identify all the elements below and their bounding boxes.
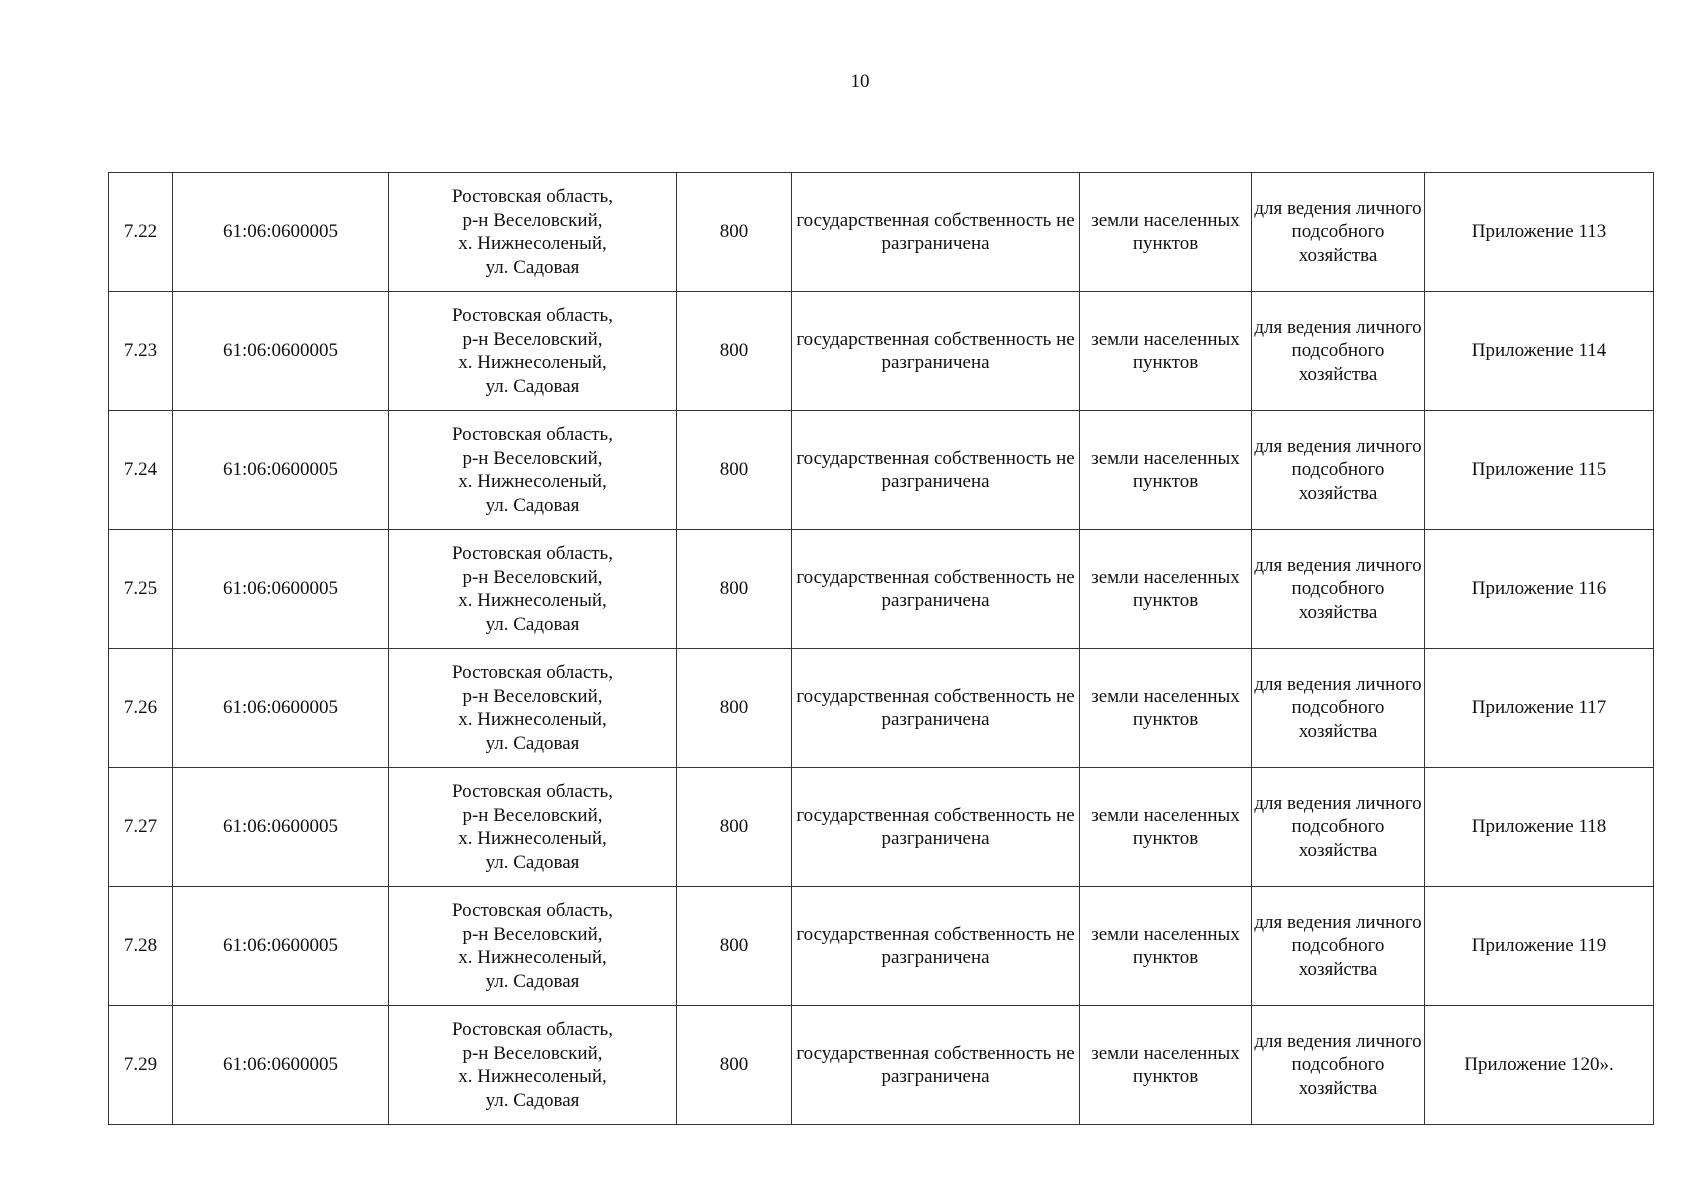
table-row: [109, 530, 1654, 649]
area-cell: 800: [677, 292, 792, 411]
address-line: х. Нижнесоленый,: [458, 233, 607, 254]
table-row: [109, 292, 1654, 411]
permitted-use-cell: для ведения личного подсобного хозяйства: [1252, 292, 1425, 411]
table-row: [109, 649, 1654, 768]
address-cell: [389, 530, 677, 649]
land-plots-table: [108, 172, 1654, 1125]
land-category-cell: земли населенных пунктов: [1080, 411, 1252, 530]
page-number: 10: [850, 71, 870, 92]
row-number-cell: 7.25: [109, 530, 173, 649]
appendix-cell: Приложение 120».: [1425, 1006, 1654, 1125]
ownership-cell: государственная собственность не разграничена: [792, 887, 1080, 1006]
cadastral-number-cell: 61:06:0600005: [173, 530, 389, 649]
ownership-cell: государственная собственность не разграничена: [792, 173, 1080, 292]
permitted-use-cell: для ведения личного подсобного хозяйства: [1252, 768, 1425, 887]
appendix-cell: Приложение 114: [1425, 292, 1654, 411]
appendix-cell: Приложение 117: [1425, 649, 1654, 768]
cadastral-number-cell: 61:06:0600005: [173, 649, 389, 768]
permitted-use-cell: для ведения личного подсобного хозяйства: [1252, 887, 1425, 1006]
area-cell: 800: [677, 1006, 792, 1125]
address-line: х. Нижнесоленый,: [458, 947, 607, 968]
address-line: х. Нижнесоленый,: [458, 352, 607, 373]
permitted-use-cell: для ведения личного подсобного хозяйства: [1252, 530, 1425, 649]
address-line: р-н Веселовский,: [462, 1042, 603, 1064]
table-row: [109, 1006, 1654, 1125]
ownership-cell: государственная собственность не разграничена: [792, 768, 1080, 887]
land-category-cell: земли населенных пунктов: [1080, 173, 1252, 292]
cadastral-number-cell: 61:06:0600005: [173, 887, 389, 1006]
appendix-cell: Приложение 116: [1425, 530, 1654, 649]
land-category-cell: земли населенных пунктов: [1080, 1006, 1252, 1125]
address-line: ул. Садовая: [485, 732, 580, 754]
address-line: р-н Веселовский,: [462, 923, 603, 945]
row-number-cell: 7.29: [109, 1006, 173, 1125]
cadastral-number-cell: 61:06:0600005: [173, 1006, 389, 1125]
area-cell: 800: [677, 649, 792, 768]
row-number-cell: 7.24: [109, 411, 173, 530]
address-cell: [389, 1006, 677, 1125]
address-cell: [389, 292, 677, 411]
address-line: Ростовская область,: [452, 781, 613, 802]
row-number-cell: 7.23: [109, 292, 173, 411]
permitted-use-cell: для ведения личного подсобного хозяйства: [1252, 173, 1425, 292]
address-line: х. Нижнесоленый,: [458, 590, 607, 611]
address-cell: [389, 887, 677, 1006]
address-line: х. Нижнесоленый,: [458, 471, 607, 492]
address-line: ул. Садовая: [485, 375, 580, 397]
cadastral-number-cell: 61:06:0600005: [173, 411, 389, 530]
ownership-cell: государственная собственность не разграничена: [792, 1006, 1080, 1125]
area-cell: 800: [677, 887, 792, 1006]
area-cell: 800: [677, 411, 792, 530]
address-line: Ростовская область,: [452, 1019, 613, 1040]
area-cell: 800: [677, 530, 792, 649]
address-line: ул. Садовая: [485, 494, 580, 516]
land-category-cell: земли населенных пунктов: [1080, 768, 1252, 887]
land-category-cell: земли населенных пунктов: [1080, 887, 1252, 1006]
ownership-cell: государственная собственность не разграничена: [792, 411, 1080, 530]
address-line: Ростовская область,: [452, 424, 613, 445]
address-line: ул. Садовая: [485, 1089, 580, 1111]
row-number-cell: 7.27: [109, 768, 173, 887]
land-category-cell: земли населенных пунктов: [1080, 530, 1252, 649]
address-line: ул. Садовая: [485, 970, 580, 992]
address-line: р-н Веселовский,: [462, 804, 603, 826]
address-line: р-н Веселовский,: [462, 209, 603, 231]
area-cell: 800: [677, 768, 792, 887]
permitted-use-cell: для ведения личного подсобного хозяйства: [1252, 649, 1425, 768]
address-cell: [389, 649, 677, 768]
address-line: ул. Садовая: [485, 613, 580, 635]
ownership-cell: государственная собственность не разграничена: [792, 530, 1080, 649]
table-row: [109, 411, 1654, 530]
table-row: [109, 887, 1654, 1006]
address-line: р-н Веселовский,: [462, 566, 603, 588]
permitted-use-cell: для ведения личного подсобного хозяйства: [1252, 1006, 1425, 1125]
ownership-cell: государственная собственность не разграничена: [792, 292, 1080, 411]
address-line: Ростовская область,: [452, 305, 613, 326]
address-cell: [389, 411, 677, 530]
address-line: р-н Веселовский,: [462, 328, 603, 350]
address-line: р-н Веселовский,: [462, 447, 603, 469]
ownership-cell: государственная собственность не разграничена: [792, 649, 1080, 768]
appendix-cell: Приложение 118: [1425, 768, 1654, 887]
row-number-cell: 7.26: [109, 649, 173, 768]
address-line: ул. Садовая: [485, 851, 580, 873]
row-number-cell: 7.22: [109, 173, 173, 292]
cadastral-number-cell: 61:06:0600005: [173, 173, 389, 292]
table-row: [109, 173, 1654, 292]
appendix-cell: Приложение 119: [1425, 887, 1654, 1006]
permitted-use-cell: для ведения личного подсобного хозяйства: [1252, 411, 1425, 530]
address-line: р-н Веселовский,: [462, 685, 603, 707]
address-cell: [389, 768, 677, 887]
address-line: Ростовская область,: [452, 662, 613, 683]
appendix-cell: Приложение 113: [1425, 173, 1654, 292]
address-line: Ростовская область,: [452, 186, 613, 207]
land-category-cell: земли населенных пунктов: [1080, 649, 1252, 768]
cadastral-number-cell: 61:06:0600005: [173, 292, 389, 411]
address-line: х. Нижнесоленый,: [458, 709, 607, 730]
table-row: [109, 768, 1654, 887]
land-category-cell: земли населенных пунктов: [1080, 292, 1252, 411]
appendix-cell: Приложение 115: [1425, 411, 1654, 530]
address-cell: [389, 173, 677, 292]
address-line: Ростовская область,: [452, 900, 613, 921]
address-line: х. Нижнесоленый,: [458, 1066, 607, 1087]
cadastral-number-cell: 61:06:0600005: [173, 768, 389, 887]
address-line: Ростовская область,: [452, 543, 613, 564]
area-cell: 800: [677, 173, 792, 292]
address-line: ул. Садовая: [485, 256, 580, 278]
address-line: х. Нижнесоленый,: [458, 828, 607, 849]
row-number-cell: 7.28: [109, 887, 173, 1006]
table-body: [109, 173, 1654, 1125]
